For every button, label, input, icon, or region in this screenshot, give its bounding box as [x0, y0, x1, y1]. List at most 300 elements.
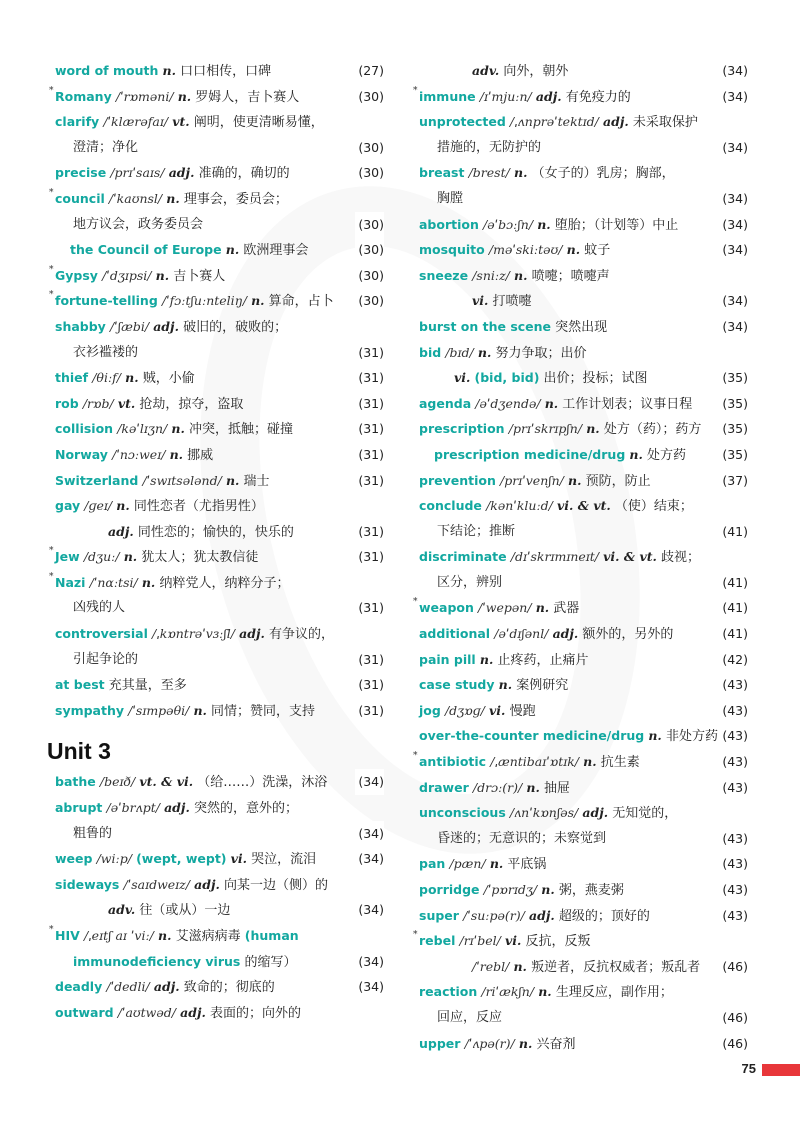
entry-body [437, 519, 748, 545]
glossary-entry [402, 340, 748, 366]
entry-part-of-speech: n. [526, 779, 540, 795]
entry-body [70, 237, 384, 263]
entry-pronunciation: /rɪˈbel/ [459, 933, 501, 949]
entry-headword: gay [55, 498, 81, 514]
entry-page-ref: (42) [719, 647, 748, 673]
entry-page-ref: (34) [355, 897, 384, 923]
entry-body [472, 58, 748, 84]
entry-definition: 冲突，抵触；碰撞 [188, 422, 293, 438]
entry-pronunciation: /ˈaʊtwəd/ [117, 1004, 176, 1020]
entry-headword: clarify [55, 114, 100, 130]
entry-definition: 案例研究 [516, 678, 569, 694]
entry-body [419, 903, 748, 929]
entry-pronunciation: /dʒɒɡ/ [444, 702, 485, 718]
glossary-entry [402, 442, 748, 468]
entry-pronunciation: /bɪd/ [445, 344, 474, 360]
entry-definition: 致命的；彻底的 [183, 980, 275, 996]
entry-star-mark: * [49, 571, 54, 582]
entry-definition: 挪威 [187, 447, 214, 463]
entry-part-of-speech: n. [123, 549, 138, 565]
entry-definition: 理事会，委员会； [183, 191, 288, 207]
entry-pronunciation: /ˈwepən/ [478, 600, 532, 616]
glossary-entry [38, 160, 384, 186]
entry-page-ref: (43) [719, 826, 748, 852]
entry-star-mark: * [49, 925, 54, 935]
glossary-continuation-line [38, 821, 384, 847]
entry-page-ref: (31) [355, 672, 384, 698]
glossary-entry [38, 391, 384, 417]
entry-headword: conclude [419, 498, 482, 514]
entry-headword: additional [419, 626, 491, 642]
entry-definition: 艾滋病病毒 [175, 929, 241, 944]
entry-definition: 生理反应，副作用； [555, 985, 673, 1001]
glossary-entry [402, 595, 748, 621]
glossary-continuation-line [402, 365, 748, 391]
entry-page-ref: (30) [355, 288, 384, 314]
entry-headword: prescription medicine/drug [434, 446, 626, 462]
entry-part-of-speech: n. [535, 600, 550, 616]
entry-definition: 犹太人；犹太教信徒 [141, 550, 259, 566]
entry-part-of-speech: n. [155, 267, 170, 283]
entry-headword: thief [55, 370, 89, 386]
entry-body [55, 769, 384, 795]
entry-body [73, 821, 384, 847]
entry-pronunciation: /prɪˈskrɪpʃn/ [508, 421, 583, 437]
glossary-entry [402, 468, 748, 494]
entry-part-of-speech: n. [116, 498, 130, 514]
entry-page-ref: (31) [355, 544, 384, 570]
entry-page-ref: (35) [719, 416, 748, 442]
entry-body [55, 109, 384, 135]
entry-part-of-speech: n. [537, 216, 551, 232]
entry-headword: bid [419, 344, 442, 360]
entry-headword: at best [55, 677, 105, 693]
entry-headword: pain pill [419, 651, 476, 667]
entry-page-ref: (34) [719, 212, 748, 238]
entry-headword: fortune-telling [55, 293, 158, 309]
entry-page-ref: (34) [719, 314, 748, 340]
entry-part-of-speech: adj. [535, 88, 562, 104]
glossary-continuation-line [38, 340, 384, 366]
entry-definition: 纳粹党人，纳粹分子； [159, 575, 290, 591]
entry-definition: 吉卜赛人 [173, 268, 226, 284]
entry-page-ref: (31) [355, 365, 384, 391]
glossary-continuation-line [38, 897, 384, 923]
entry-part-of-speech: n. [568, 472, 582, 488]
entry-page-ref: (43) [719, 903, 748, 929]
entry-pronunciation: /ˈswɪtsələnd/ [142, 472, 222, 488]
entry-definition: 未采取保护 [632, 115, 698, 131]
entry-star-mark: * [49, 546, 54, 557]
entry-pronunciation: /ˈrebl/ [472, 958, 510, 974]
entry-pronunciation: /ˈnɔːweɪ/ [112, 446, 166, 462]
entry-part-of-speech: n. [479, 651, 494, 667]
entry-part-of-speech: n. [629, 446, 643, 462]
entry-part-of-speech: n. [225, 472, 240, 488]
entry-body [419, 775, 748, 801]
entry-body [55, 923, 384, 949]
entry-definition: 充其量，至多 [108, 678, 187, 694]
entry-part-of-speech: adv. [472, 63, 500, 78]
glossary-entry [38, 416, 384, 442]
entry-pronunciation: /kəˈlɪʒn/ [117, 421, 168, 437]
entry-definition: （使）结束； [614, 499, 693, 515]
entry-headword: abrupt [55, 800, 103, 816]
unit-heading: Unit 3 [47, 738, 111, 765]
entry-pronunciation: /brest/ [468, 165, 510, 181]
entry-page-ref: (31) [355, 519, 384, 545]
entry-headword: rebel [419, 933, 456, 949]
entry-definition: 凶残的人 [73, 600, 126, 616]
entry-page-ref: (34) [355, 949, 384, 975]
entry-part-of-speech: n. [583, 754, 597, 770]
entry-headword: collision [55, 421, 114, 437]
entry-part-of-speech: adj. [153, 318, 179, 334]
glossary-entry [402, 391, 748, 417]
entry-part-of-speech: n. [489, 856, 504, 872]
entry-page-ref: (30) [355, 135, 384, 161]
entry-part-of-speech: vi. & vt. [603, 549, 657, 565]
entry-definition: 蚊子 [584, 243, 611, 259]
entry-headword: word of mouth [55, 63, 159, 78]
entry-part-of-speech: n. [193, 702, 207, 718]
entry-headword: unprotected [419, 114, 506, 130]
glossary-entry [402, 237, 748, 263]
entry-pronunciation: /ˈsuːpə(r)/ [463, 907, 525, 923]
entry-pronunciation: /ɡeɪ/ [84, 498, 113, 514]
glossary-continuation-line [38, 647, 384, 673]
entry-star-mark: * [413, 85, 418, 96]
entry-headword: Romany [55, 88, 112, 104]
entry-headword: precise [55, 165, 107, 181]
entry-expansion: (human [244, 928, 299, 943]
entry-pronunciation: /əˈdʒendə/ [475, 395, 541, 411]
entry-page-ref: (31) [355, 595, 384, 621]
entry-definition: 反抗，反叛 [525, 934, 591, 950]
entry-part-of-speech: n. [544, 395, 559, 411]
entry-body [419, 621, 748, 647]
entry-definition: 堕胎；（计划等）中止 [554, 217, 679, 233]
entry-part-of-speech: adv. [108, 902, 136, 918]
entry-star-mark: * [49, 290, 54, 301]
entry-definition: 出价；投标；试图 [543, 371, 648, 387]
entry-page-ref: (37) [719, 468, 748, 494]
entry-page-ref: (35) [719, 391, 748, 417]
entry-headword: HIV [55, 928, 80, 943]
entry-headword: over-the-counter medicine/drug [419, 728, 645, 744]
entry-part-of-speech: vi. [230, 851, 248, 867]
entry-pronunciation: /dʒuː/ [83, 549, 120, 565]
entry-part-of-speech: n. [251, 293, 265, 309]
entry-body [73, 212, 384, 238]
glossary-continuation-line [402, 135, 748, 161]
glossary-left-column [38, 58, 384, 1025]
entry-body [472, 288, 748, 314]
entry-body [419, 723, 748, 749]
entry-part-of-speech: n. [518, 1035, 533, 1051]
entry-pronunciation: /riˈækʃn/ [481, 984, 535, 1000]
entry-part-of-speech: vt. [117, 395, 136, 411]
entry-pronunciation: /məˈskiːtəʊ/ [488, 242, 563, 258]
entry-pronunciation: /ˌeɪtʃ aɪ ˈviː/ [83, 928, 154, 943]
entry-body [419, 84, 748, 110]
glossary-entry [402, 416, 748, 442]
entry-body [55, 1000, 384, 1026]
glossary-continuation-line [402, 826, 748, 852]
entry-page-ref: (31) [355, 340, 384, 366]
entry-page-ref: (30) [355, 84, 384, 110]
entry-page-ref: (30) [355, 237, 384, 263]
entry-page-ref: (43) [719, 775, 748, 801]
entry-star-mark: * [413, 597, 418, 608]
entry-part-of-speech: adj. [194, 876, 220, 892]
entry-pronunciation: /prɪˈvenʃn/ [500, 472, 564, 488]
entry-body [472, 954, 748, 980]
entry-page-ref: (43) [719, 749, 748, 775]
entry-star-mark: * [49, 264, 54, 275]
entry-part-of-speech: adj. [180, 1004, 206, 1020]
glossary-entry [38, 237, 384, 263]
entry-body [419, 493, 748, 519]
entry-part-of-speech: vt. [172, 114, 190, 130]
entry-headword: sneeze [419, 267, 469, 283]
entry-definition: 瑞士 [243, 473, 270, 489]
entry-pronunciation: /ˈsɪmpəθi/ [128, 702, 190, 718]
entry-definition: 超级的；顶好的 [558, 908, 650, 924]
entry-body [419, 800, 748, 826]
entry-definition: 阐明，使更清晰易懂， [193, 115, 324, 131]
entry-definition: 努力争取；出价 [495, 345, 587, 361]
entry-body [73, 949, 384, 975]
glossary-continuation-line [38, 519, 384, 545]
glossary-entry [402, 723, 748, 749]
entry-body [55, 974, 384, 1000]
entry-pronunciation: /prɪˈsaɪs/ [110, 165, 165, 181]
entry-definition: 无知觉的， [612, 806, 678, 822]
entry-body [419, 595, 748, 621]
entry-body [419, 212, 748, 238]
glossary-entry [38, 795, 384, 821]
glossary-entry [38, 621, 384, 647]
entry-body [437, 570, 748, 596]
entry-body [419, 314, 748, 340]
entry-definition: 有免疫力的 [565, 89, 631, 105]
entry-pronunciation: /ˈʌpə(r)/ [464, 1035, 515, 1051]
entry-body [55, 416, 384, 442]
entry-body [108, 897, 384, 923]
entry-pronunciation: /pæn/ [449, 856, 486, 872]
entry-pronunciation: /əˈbrʌpt/ [106, 800, 160, 816]
entry-page-ref: (31) [355, 442, 384, 468]
glossary-continuation-line [38, 949, 384, 975]
entry-definition: 有争议的， [268, 627, 334, 643]
entry-definition: （女子的）乳房；胸部， [531, 166, 675, 182]
entry-part-of-speech: n. [158, 928, 172, 943]
entry-body [55, 365, 384, 391]
entry-page-ref: (27) [355, 58, 384, 84]
entry-definition: 歧视； [661, 550, 701, 566]
entry-page-ref: (43) [719, 723, 748, 749]
entry-body [73, 340, 384, 366]
entry-page-ref: (31) [355, 647, 384, 673]
entry-definition: 表面的；向外的 [209, 1005, 301, 1021]
glossary-continuation-line [38, 135, 384, 161]
entry-definition: 抗生素 [600, 755, 640, 771]
entry-body [419, 544, 748, 570]
entry-headword: upper [419, 1035, 461, 1051]
glossary-entry [38, 769, 384, 795]
glossary-entry [402, 979, 748, 1005]
glossary-continuation-line [402, 954, 748, 980]
glossary-entry [402, 109, 748, 135]
glossary-entry [38, 1000, 384, 1026]
entry-pronunciation: /ʌnˈkɒnʃəs/ [509, 805, 579, 821]
glossary-entry [38, 186, 384, 212]
entry-part-of-speech: n. [648, 728, 662, 744]
entry-part-of-speech: n. [538, 984, 552, 1000]
glossary-entry [402, 493, 748, 519]
glossary-entry [402, 263, 748, 289]
entry-page-ref: (31) [355, 391, 384, 417]
entry-definition: 突然出现 [555, 319, 608, 335]
entry-headword: agenda [419, 395, 472, 411]
entry-definition: 破旧的，破败的； [183, 319, 288, 335]
entry-part-of-speech: adj. [164, 800, 190, 816]
glossary-continuation-line [402, 58, 748, 84]
entry-headword: Switzerland [55, 472, 139, 488]
entry-headword: case study [419, 677, 495, 693]
entry-part-of-speech: adj. [552, 626, 579, 642]
entry-part-of-speech: vi. [489, 702, 506, 718]
glossary-entry [38, 872, 384, 898]
entry-body [419, 672, 748, 698]
entry-definition: 粗鲁的 [73, 825, 113, 841]
entry-definition: 同性恋者（尤指男性） [133, 499, 264, 515]
entry-definition: 下结论；推断 [437, 523, 516, 539]
entry-pronunciation: /beɪð/ [99, 774, 136, 790]
entry-definition: 打喷嚏 [492, 294, 532, 310]
entry-headword: prescription [419, 421, 505, 437]
entry-part-of-speech: vi. [454, 370, 471, 386]
entry-body [419, 1031, 748, 1057]
glossary-entry [38, 974, 384, 1000]
entry-page-ref: (35) [719, 442, 748, 468]
glossary-entry [402, 1031, 748, 1057]
glossary-entry [38, 493, 384, 519]
entry-part-of-speech: n. [125, 370, 139, 386]
entry-headword: rob [55, 395, 79, 411]
entry-body [454, 365, 748, 391]
entry-definition: 非处方药 [665, 729, 718, 745]
entry-definition: 处方药 [647, 447, 687, 463]
entry-body [55, 544, 384, 570]
glossary-entry [38, 698, 384, 724]
entry-page-ref: (43) [719, 851, 748, 877]
entry-body [437, 1005, 748, 1031]
glossary-entry [402, 851, 748, 877]
glossary-entry [402, 877, 748, 903]
entry-headword: bathe [55, 774, 96, 790]
entry-part-of-speech: n. [541, 882, 555, 897]
entry-definition: 武器 [553, 601, 580, 617]
entry-pronunciation: /ˈklærəfaɪ/ [103, 114, 169, 130]
entry-body [55, 263, 384, 289]
entry-page-ref: (46) [719, 954, 748, 980]
entry-definition: 口口相传，口碑 [180, 64, 272, 79]
entry-body [55, 570, 384, 596]
entry-body [419, 749, 748, 775]
entry-star-mark: * [413, 930, 418, 941]
glossary-entry [38, 672, 384, 698]
entry-page-ref: (34) [719, 135, 748, 161]
entry-pronunciation: /ˈnɑːtsi/ [89, 574, 138, 590]
entry-part-of-speech: vi. [504, 933, 522, 949]
entry-page-ref: (41) [719, 595, 748, 621]
entry-definition: 措施的，无防护的 [437, 139, 542, 155]
entry-body [419, 109, 748, 135]
entry-part-of-speech: vi. [472, 293, 489, 309]
glossary-entry [402, 749, 748, 775]
glossary-entry [38, 570, 384, 596]
entry-part-of-speech: adj. [582, 805, 609, 821]
entry-definition: 胸膛 [437, 190, 464, 206]
entry-definition: 兴奋剂 [536, 1036, 576, 1052]
entry-headword: breast [419, 165, 465, 181]
glossary-entry [38, 314, 384, 340]
glossary-entry [402, 800, 748, 826]
entry-definition: 同情；赞同，支持 [211, 703, 316, 719]
entry-pronunciation: /ˈfɔːtʃuːnteliŋ/ [161, 293, 247, 309]
entry-headword: antibiotic [419, 754, 487, 770]
entry-part-of-speech: n. [169, 446, 184, 462]
entry-definition: 向某一边（侧）的 [223, 877, 328, 893]
entry-pronunciation: /ˌæntibaɪˈɒtɪk/ [490, 754, 580, 770]
entry-part-of-speech: adj. [603, 114, 629, 130]
entry-star-mark: * [49, 187, 54, 198]
entry-body [437, 826, 748, 852]
entry-page-ref: (41) [719, 570, 748, 596]
entry-part-of-speech: n. [162, 63, 176, 78]
entry-body [55, 698, 384, 724]
entry-definition: 同性恋的；愉快的，快乐的 [137, 524, 294, 540]
glossary-entry [38, 263, 384, 289]
entry-body [73, 595, 384, 621]
glossary-entry [402, 621, 748, 647]
entry-definition: 昏迷的；无意识的；未察觉到 [437, 830, 607, 846]
entry-definition: 工作计划表；议事日程 [562, 396, 693, 412]
glossary-continuation-line [402, 1005, 748, 1031]
entry-definition: 澄清；净化 [73, 139, 139, 155]
glossary-entry [402, 544, 748, 570]
glossary-entry [38, 544, 384, 570]
entry-page-ref: (30) [355, 160, 384, 186]
entry-definition: 平底锅 [507, 857, 547, 873]
entry-page-ref: (31) [355, 698, 384, 724]
entry-part-of-speech: n. [513, 165, 528, 181]
entry-body [55, 288, 384, 314]
entry-part-of-speech: n. [141, 574, 156, 590]
entry-definition: 算命，占卜 [268, 294, 334, 310]
entry-body [55, 872, 384, 898]
entry-definition: 欧洲理事会 [243, 243, 309, 259]
entry-body [55, 314, 384, 340]
entry-definition: 预防，防止 [585, 473, 651, 489]
entry-part-of-speech: n. [514, 267, 528, 283]
entry-page-ref: (35) [719, 365, 748, 391]
entry-pronunciation: /ˈkaʊnsl/ [108, 190, 163, 206]
entry-pronunciation: /dɪˈskrɪmɪneɪt/ [510, 549, 600, 565]
entry-part-of-speech: adj. [168, 165, 195, 181]
